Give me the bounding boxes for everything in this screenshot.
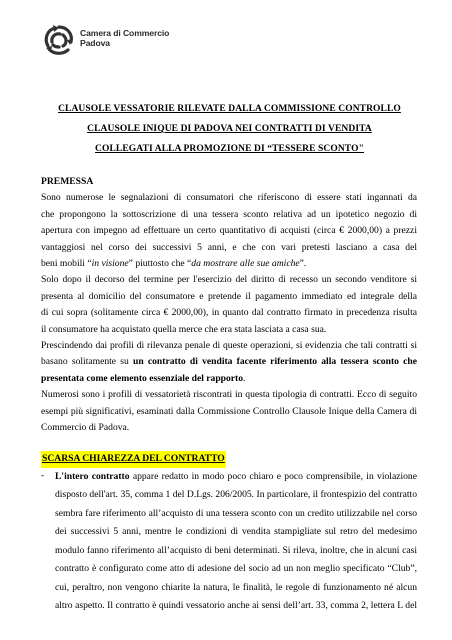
paragraph-line bbox=[41, 256, 417, 272]
premessa-paragraph-3 bbox=[41, 338, 417, 387]
title-line-2: CLAUSOLE INIQUE DI PADOVA NEI CONTRATTI DI VENDITA bbox=[87, 124, 372, 134]
scarsa-bullet-item bbox=[41, 468, 417, 616]
paragraph-line: apertura con impegno ad effettuare un certo quantitativo di acquisti (circa € 2000,00) a prezzi bbox=[41, 225, 417, 237]
section-gap bbox=[41, 436, 417, 451]
recycling-loop-logo-icon bbox=[41, 22, 77, 58]
paragraph-line bbox=[41, 371, 417, 387]
paragraph-line: Numerosi sono i profili di vessatorietà riscontrati in questa tipologia di contratti. Ecco di seguito bbox=[41, 389, 417, 401]
text-run: basano solitamente su bbox=[41, 356, 133, 368]
premessa-heading: PREMESSA bbox=[41, 176, 94, 187]
paragraph-line: sembra fare riferimento all’acquisto di una tessera sconto con un credito utilizzabile nel corso bbox=[55, 507, 417, 519]
text-run: ” piuttosto che “ bbox=[128, 257, 192, 269]
paragraph-line: esempi più significativi, esaminati dalla Commissione Controllo Clausole Inique della Camera di bbox=[41, 405, 417, 417]
document-title bbox=[38, 99, 421, 159]
text-run: appare redatto in modo poco chiaro e poco comprensibile, in violazione bbox=[132, 470, 417, 482]
paragraph-line: che propongono la sottoscrizione di una tessera sconto relativa ad un ipotetico negozio di bbox=[41, 208, 417, 220]
premessa-paragraph-2 bbox=[41, 272, 417, 338]
title-line-1: CLAUSOLE VESSATORIE RILEVATE DALLA COMMISSIONE CONTROLLO bbox=[58, 104, 401, 114]
paragraph-line: vantaggiosi nel corso dei successivi 5 anni, e che con vari pretesti lasciano a casa del bbox=[41, 241, 417, 253]
bold-text: presentata come elemento essenziale del rapporto bbox=[41, 372, 244, 384]
paragraph-line: presenta al domicilio del consumatore e pretende il pagamento immediato ed integrale della bbox=[41, 290, 417, 302]
text-run: beni mobili “ bbox=[41, 257, 92, 269]
paragraph-line bbox=[55, 468, 417, 487]
scarsa-heading-row bbox=[41, 451, 417, 467]
text-run: . bbox=[243, 372, 246, 384]
title-line-3: COLLEGATI ALLA PROMOZIONE DI “TESSERE SCONTO" bbox=[95, 144, 364, 154]
organization-name-line1: Camera di Commercio bbox=[80, 28, 170, 38]
paragraph-line: Prescindendo dai profili di rilevanza penale di queste operazioni, si evidenzia che tali contratti si bbox=[41, 339, 417, 351]
bold-text: un contratto di vendita facente riferimento alla tessera sconto che bbox=[133, 356, 417, 368]
paragraph-line: contratto è configurato come atto di adesione del socio ad un non meglio specificato “Club”, bbox=[55, 563, 417, 575]
paragraph-line: cui, peraltro, non vengono chiarite la natura, le finalità, le regole di funzionamento né alcun bbox=[55, 581, 417, 593]
bullet-text bbox=[55, 468, 417, 616]
paragraph-line: altro aspetto. Il contratto è quindi vessatorio anche ai sensi dell’art. 33, comma 2, lettera L del bbox=[55, 600, 417, 612]
organization-name-line2: Padova bbox=[80, 38, 110, 48]
paragraph-line: disposto dell'art. 35, comma 1 del D.Lgs. 206/2005. In particolare, il frontespizio del contratto bbox=[55, 489, 417, 501]
paragraph-line: Sono numerose le segnalazioni di consumatori che riferiscono di essere stati ingannati da bbox=[41, 192, 417, 204]
chamber-logo bbox=[41, 22, 186, 58]
paragraph-line: dei successivi 5 anni, mentre le condizioni di vendita stampigliate sul retro del medesimo bbox=[55, 526, 417, 538]
paragraph-line: il consumatore ha acquistato quella merce che era stata lasciata a casa sua. bbox=[41, 323, 327, 335]
paragraph-line bbox=[41, 354, 417, 370]
paragraph-line: Solo dopo il decorso del termine per l'esercizio del diritto di recesso un secondo venditore si bbox=[41, 274, 417, 286]
italic-text: in visione bbox=[91, 257, 129, 269]
paragraph-line: modulo fanno riferimento all’acquisto di beni determinati. Si rileva, inoltre, che in alcuni casi bbox=[55, 544, 417, 556]
document-body bbox=[41, 174, 417, 616]
paragraph-line: di cui sopra (solitamente circa € 2000,00), in quanto dal contratto firmato in precedenza risulta bbox=[41, 307, 417, 319]
text-run: ”. bbox=[299, 257, 307, 269]
premessa-paragraph-4 bbox=[41, 387, 417, 436]
premessa-paragraph-1 bbox=[41, 190, 417, 272]
italic-text: da mostrare alle sue amiche bbox=[191, 257, 300, 269]
bullet-dash: - bbox=[41, 469, 45, 481]
scarsa-heading: SCARSA CHIAREZZA DEL CONTRATTO bbox=[41, 451, 226, 467]
organization-name bbox=[80, 28, 169, 48]
bold-text: L'intero contratto bbox=[55, 470, 130, 482]
paragraph-line: Commercio di Padova. bbox=[41, 421, 130, 433]
